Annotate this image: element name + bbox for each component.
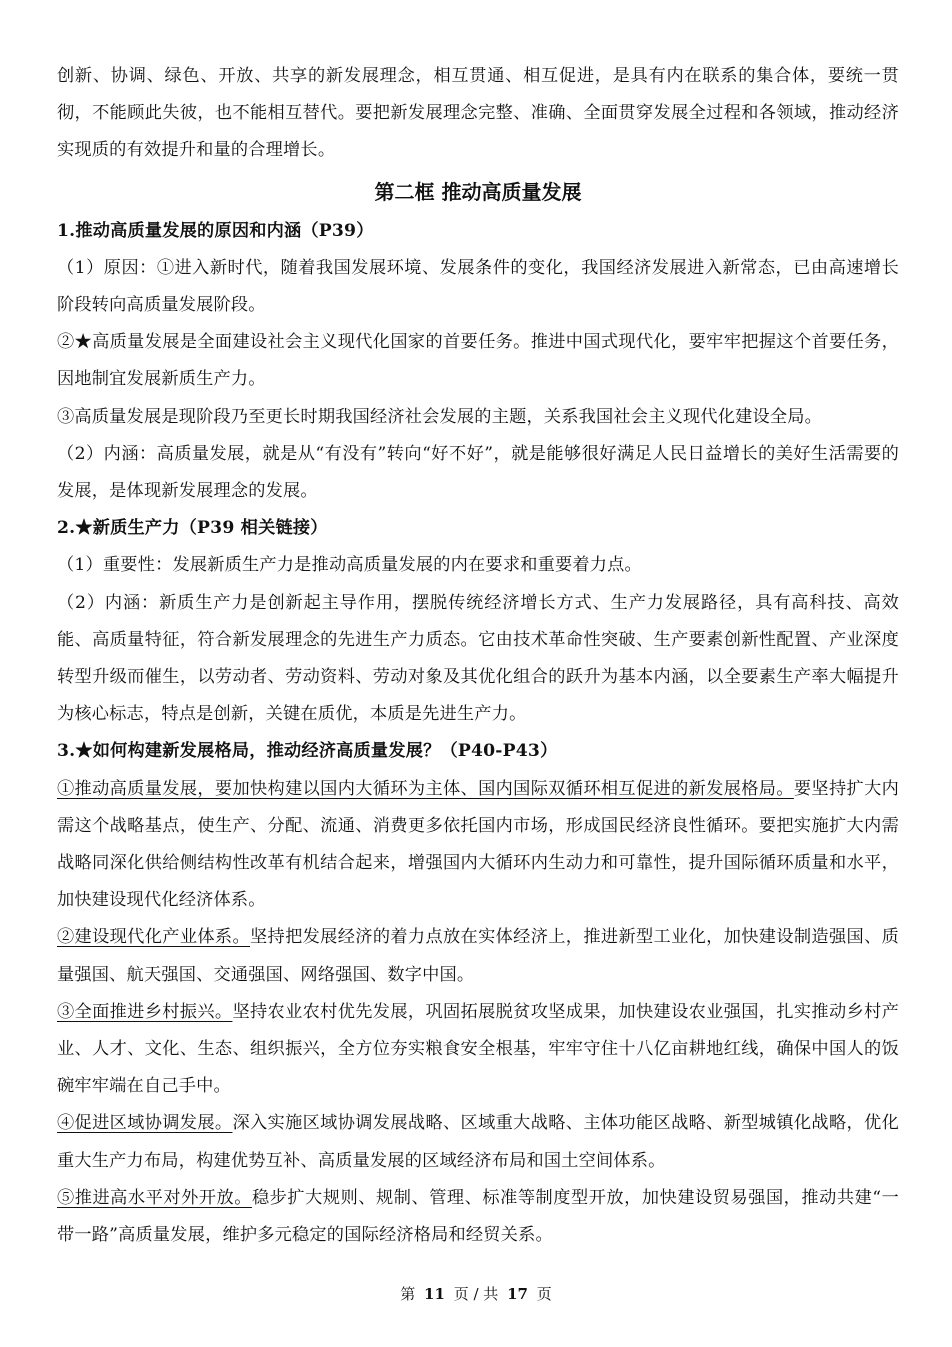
q2-heading: 2.★新质生产力（P39 相关链接） bbox=[57, 518, 328, 539]
q3-item-1-text: 要坚持扩大内需这个战略基点，使生产、分配、流通、消费更多依托国内市场，形成国民经济良性循环。要把实施扩大内需战略同深化供给侧结构性改革有机结合起来，增强国内大循环内生动力和可靠性，提升国际循环质量和水平，加快建设现代化经济体系。 bbox=[57, 778, 900, 911]
q1-heading: 1.推动高质量发展的原因和内涵（P39） bbox=[57, 220, 374, 241]
q3-item-1-underlined: ①推动高质量发展，要加快构建以国内大循环为主体、国内国际双循环相互促进的新发展格局。 bbox=[57, 778, 794, 799]
q3-item-3-text: 坚持农业农村优先发展，巩固拓展脱贫攻坚成果，加快建设农业强国，扎实推动乡村产业、人才、文化、生态、组织振兴，全方位夯实粮食安全根基，牢牢守住十八亿亩耕地红线，确保中国人的饭碗牢牢端在自己手中。 bbox=[57, 1001, 899, 1097]
q3-item-2-text: 坚持把发展经济的着力点放在实体经济上，推进新型工业化，加快建设制造强国、质量强国、航天强国、交通强国、网络强国、数字中国。 bbox=[57, 927, 900, 985]
section-title: 第二框 推动高质量发展 bbox=[374, 179, 582, 204]
q3-item-2-underlined: ②建设现代化产业体系。 bbox=[57, 927, 250, 948]
q3-item-3-underlined: ③全面推进乡村振兴。 bbox=[57, 1001, 233, 1022]
q3-item-5 bbox=[57, 1180, 899, 1254]
intro-paragraph: 创新、协调、绿色、开放、共享的新发展理念，相互贯通、相互促进，是具有内在联系的集合体，要统一贯彻，不能顾此失彼，也不能相互替代。要把新发展理念完整、准确、全面贯穿发展全过程和各领域，推动经济实现质的有效提升和量的合理增长。 bbox=[57, 66, 899, 161]
footer-suffix: 页 bbox=[536, 1285, 552, 1303]
q3-item-5-underlined: ⑤推进高水平对外开放。 bbox=[57, 1187, 252, 1208]
q3-item-4-text: 深入实施区域协调发展战略、区域重大战略、主体功能区战略、新型城镇化战略，优化重大生产力布局，构建优势互补、高质量发展的区域经济布局和国土空间体系。 bbox=[57, 1113, 899, 1171]
q3-item-3 bbox=[57, 994, 899, 1106]
q1-paragraph-4: （2）内涵：高质量发展，就是从“有没有”转向“好不好”，就是能够很好满足人民日益增长的美好生活需要的发展，是体现新发展理念的发展。 bbox=[57, 443, 899, 502]
q3-item-5-text: 稳步扩大规则、规制、管理、标准等制度型开放，加快建设贸易强国，推动共建“一带一路”高质量发展，维护多元稳定的国际经济格局和经贸关系。 bbox=[57, 1187, 899, 1246]
footer-mid: 页 / 共 bbox=[453, 1285, 499, 1303]
footer-total-pages: 17 bbox=[507, 1285, 528, 1303]
page-footer bbox=[0, 1283, 952, 1305]
q3-item-1 bbox=[57, 771, 899, 920]
q3-heading: 3.★如何构建新发展格局，推动经济高质量发展？（P40-P43） bbox=[57, 741, 558, 762]
footer-prefix: 第 bbox=[400, 1285, 416, 1303]
q1-paragraph-3: ③高质量发展是现阶段乃至更长时期我国经济社会发展的主题，关系我国社会主义现代化建设全局。 bbox=[57, 406, 823, 427]
footer-current-page: 11 bbox=[424, 1285, 445, 1303]
q3-item-4-underlined: ④促进区域协调发展。 bbox=[57, 1113, 233, 1134]
q1-paragraph-1: （1）原因：①进入新时代，随着我国发展环境、发展条件的变化，我国经济发展进入新常态，已由高速增长阶段转向高质量发展阶段。 bbox=[57, 257, 899, 316]
q2-paragraph-1: （1）重要性：发展新质生产力是推动高质量发展的内在要求和重要着力点。 bbox=[57, 555, 642, 576]
document-page bbox=[57, 58, 899, 1254]
q2-paragraph-2: （2）内涵：新质生产力是创新起主导作用，摆脱传统经济增长方式、生产力发展路径，具有高科技、高效能、高质量特征，符合新发展理念的先进生产力质态。它由技术革命性突破、生产要素创新性配置、产业深度转型升级而催生，以劳动者、劳动资料、劳动对象及其优化组合的跃升为基本内涵，以全要素生产率大幅提升为核心标志，特点是创新，关键在质优，本质是先进生产力。 bbox=[57, 592, 899, 725]
q3-item-4 bbox=[57, 1105, 899, 1179]
q1-paragraph-2: ②★高质量发展是全面建设社会主义现代化国家的首要任务。推进中国式现代化，要牢牢把握这个首要任务，因地制宜发展新质生产力。 bbox=[57, 332, 899, 390]
q3-item-2 bbox=[57, 919, 899, 993]
